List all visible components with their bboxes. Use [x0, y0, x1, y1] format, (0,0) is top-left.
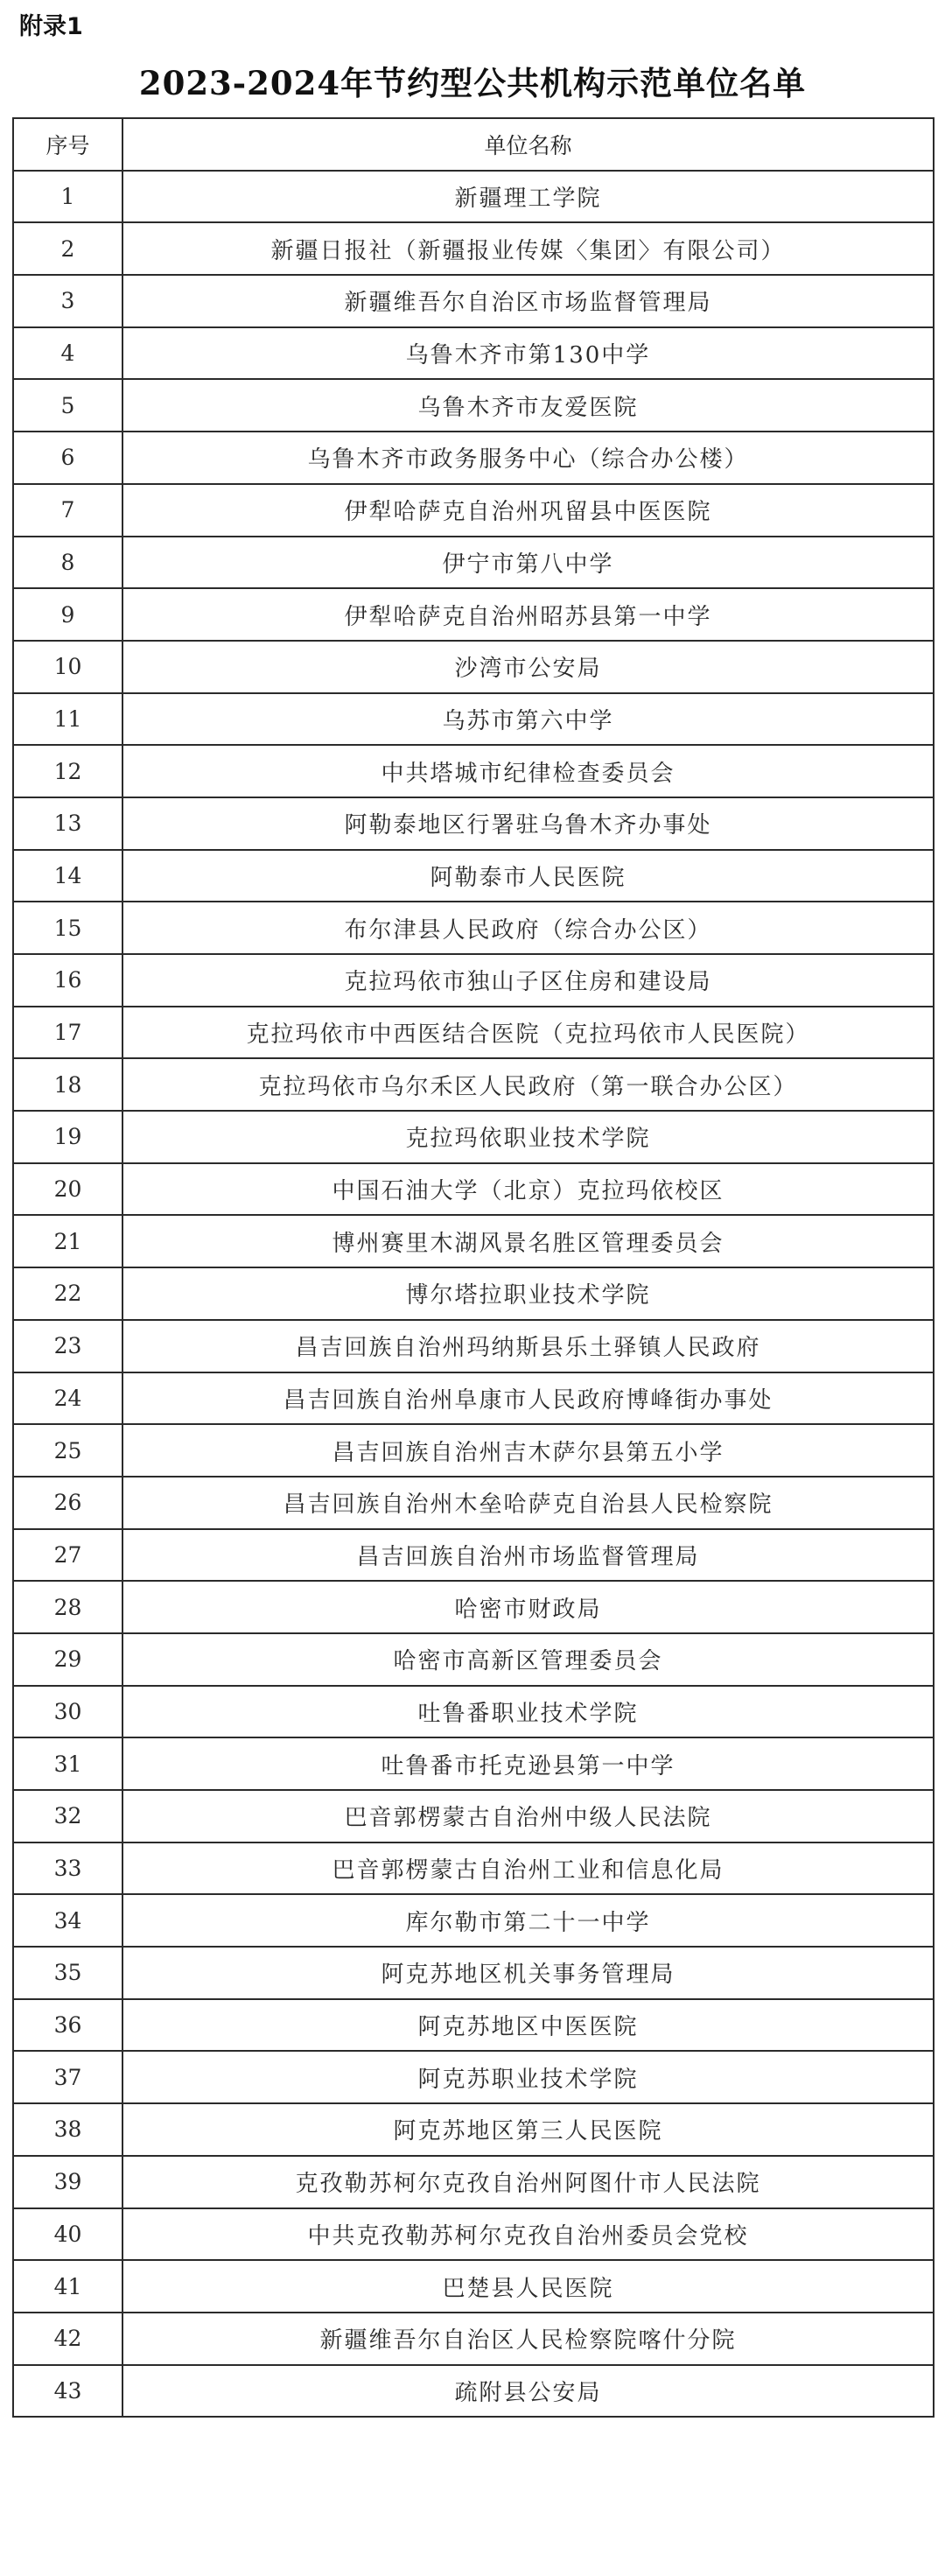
row-number: 38 — [13, 2103, 122, 2156]
unit-name: 新疆维吾尔自治区人民检察院喀什分院 — [122, 2313, 934, 2365]
unit-name: 伊犁哈萨克自治州巩留县中医医院 — [122, 484, 934, 537]
table-row — [13, 2103, 934, 2156]
unit-name: 哈密市财政局 — [122, 1581, 934, 1633]
row-number: 41 — [13, 2260, 122, 2313]
row-number: 18 — [13, 1058, 122, 1111]
table-row — [13, 641, 934, 693]
table-row — [13, 1267, 934, 1320]
table-row — [13, 2156, 934, 2208]
table-row — [13, 1320, 934, 1372]
unit-name: 克拉玛依市中西医结合医院（克拉玛依市人民医院） — [122, 1007, 934, 1059]
unit-name: 新疆维吾尔自治区市场监督管理局 — [122, 275, 934, 327]
unit-name: 阿克苏地区第三人民医院 — [122, 2103, 934, 2156]
appendix-label: 附录1 — [19, 13, 83, 40]
row-number: 7 — [13, 484, 122, 537]
row-number: 1 — [13, 171, 122, 223]
unit-name: 克拉玛依市独山子区住房和建设局 — [122, 954, 934, 1007]
unit-name: 昌吉回族自治州市场监督管理局 — [122, 1529, 934, 1582]
row-number: 22 — [13, 1267, 122, 1320]
table-row — [13, 745, 934, 797]
table-row — [13, 1790, 934, 1843]
column-header-number: 序号 — [13, 118, 122, 171]
row-number: 12 — [13, 745, 122, 797]
row-number: 26 — [13, 1477, 122, 1529]
row-number: 21 — [13, 1215, 122, 1267]
table-body — [13, 171, 934, 2418]
unit-name: 布尔津县人民政府（综合办公区） — [122, 902, 934, 954]
row-number: 25 — [13, 1424, 122, 1477]
row-number: 9 — [13, 588, 122, 641]
unit-name: 沙湾市公安局 — [122, 641, 934, 693]
table-row — [13, 954, 934, 1007]
row-number: 2 — [13, 222, 122, 275]
unit-name: 阿克苏地区机关事务管理局 — [122, 1947, 934, 1999]
table-row — [13, 1737, 934, 1790]
table-row — [13, 850, 934, 902]
table-row — [13, 2365, 934, 2418]
row-number: 6 — [13, 432, 122, 484]
unit-name: 伊犁哈萨克自治州昭苏县第一中学 — [122, 588, 934, 641]
row-number: 23 — [13, 1320, 122, 1372]
unit-name: 中共塔城市纪律检查委员会 — [122, 745, 934, 797]
unit-name: 新疆日报社（新疆报业传媒〈集团〉有限公司） — [122, 222, 934, 275]
row-number: 36 — [13, 1999, 122, 2052]
unit-name: 昌吉回族自治州吉木萨尔县第五小学 — [122, 1424, 934, 1477]
table-row — [13, 1633, 934, 1686]
row-number: 35 — [13, 1947, 122, 1999]
row-number: 29 — [13, 1633, 122, 1686]
unit-name: 新疆理工学院 — [122, 171, 934, 223]
unit-name: 中国石油大学（北京）克拉玛依校区 — [122, 1163, 934, 1216]
row-number: 37 — [13, 2051, 122, 2103]
table-row — [13, 432, 934, 484]
table-row — [13, 1163, 934, 1216]
row-number: 16 — [13, 954, 122, 1007]
table-row — [13, 1581, 934, 1633]
unit-name: 克拉玛依职业技术学院 — [122, 1111, 934, 1163]
table-row — [13, 1947, 934, 1999]
unit-name: 库尔勒市第二十一中学 — [122, 1894, 934, 1947]
row-number: 4 — [13, 327, 122, 380]
unit-name: 乌苏市第六中学 — [122, 693, 934, 746]
unit-name: 吐鲁番职业技术学院 — [122, 1686, 934, 1738]
table-row — [13, 1529, 934, 1582]
table-row — [13, 222, 934, 275]
row-number: 40 — [13, 2208, 122, 2261]
table-row — [13, 275, 934, 327]
unit-name: 哈密市高新区管理委员会 — [122, 1633, 934, 1686]
table-row — [13, 1843, 934, 1895]
unit-name: 乌鲁木齐市第130中学 — [122, 327, 934, 380]
table-row — [13, 693, 934, 746]
table-row — [13, 1215, 934, 1267]
table-row — [13, 1424, 934, 1477]
unit-name: 乌鲁木齐市政务服务中心（综合办公楼） — [122, 432, 934, 484]
row-number: 5 — [13, 379, 122, 432]
row-number: 24 — [13, 1372, 122, 1425]
table-row — [13, 537, 934, 589]
table-row — [13, 1111, 934, 1163]
row-number: 34 — [13, 1894, 122, 1947]
unit-name: 乌鲁木齐市友爱医院 — [122, 379, 934, 432]
unit-name: 博州赛里木湖风景名胜区管理委员会 — [122, 1215, 934, 1267]
table-header-row — [13, 118, 934, 171]
row-number: 13 — [13, 797, 122, 850]
unit-name: 博尔塔拉职业技术学院 — [122, 1267, 934, 1320]
unit-name: 巴楚县人民医院 — [122, 2260, 934, 2313]
table-row — [13, 2208, 934, 2261]
table-row — [13, 379, 934, 432]
row-number: 31 — [13, 1737, 122, 1790]
table-row — [13, 902, 934, 954]
row-number: 32 — [13, 1790, 122, 1843]
row-number: 20 — [13, 1163, 122, 1216]
unit-name: 昌吉回族自治州木垒哈萨克自治县人民检察院 — [122, 1477, 934, 1529]
row-number: 43 — [13, 2365, 122, 2418]
document-title: 2023-2024年节约型公共机构示范单位名单 — [138, 64, 807, 102]
table-row — [13, 1372, 934, 1425]
unit-name: 阿勒泰市人民医院 — [122, 850, 934, 902]
row-number: 14 — [13, 850, 122, 902]
unit-name: 克孜勒苏柯尔克孜自治州阿图什市人民法院 — [122, 2156, 934, 2208]
row-number: 30 — [13, 1686, 122, 1738]
row-number: 3 — [13, 275, 122, 327]
table-row — [13, 588, 934, 641]
table-row — [13, 1007, 934, 1059]
table-row — [13, 1999, 934, 2052]
table-row — [13, 327, 934, 380]
column-header-unit-name: 单位名称 — [122, 118, 934, 171]
unit-name: 昌吉回族自治州玛纳斯县乐土驿镇人民政府 — [122, 1320, 934, 1372]
row-number: 10 — [13, 641, 122, 693]
row-number: 19 — [13, 1111, 122, 1163]
unit-name: 克拉玛依市乌尔禾区人民政府（第一联合办公区） — [122, 1058, 934, 1111]
table-row — [13, 171, 934, 223]
unit-name: 阿勒泰地区行署驻乌鲁木齐办事处 — [122, 797, 934, 850]
unit-name: 昌吉回族自治州阜康市人民政府博峰街办事处 — [122, 1372, 934, 1425]
demonstration-units-table — [12, 117, 934, 2418]
table-row — [13, 2051, 934, 2103]
row-number: 8 — [13, 537, 122, 589]
unit-name: 中共克孜勒苏柯尔克孜自治州委员会党校 — [122, 2208, 934, 2261]
table-row — [13, 1058, 934, 1111]
row-number: 17 — [13, 1007, 122, 1059]
row-number: 27 — [13, 1529, 122, 1582]
row-number: 15 — [13, 902, 122, 954]
table-row — [13, 2260, 934, 2313]
unit-name: 疏附县公安局 — [122, 2365, 934, 2418]
row-number: 28 — [13, 1581, 122, 1633]
unit-name: 阿克苏地区中医医院 — [122, 1999, 934, 2052]
unit-name: 伊宁市第八中学 — [122, 537, 934, 589]
unit-name: 阿克苏职业技术学院 — [122, 2051, 934, 2103]
row-number: 33 — [13, 1843, 122, 1895]
table-row — [13, 1686, 934, 1738]
unit-name: 巴音郭楞蒙古自治州工业和信息化局 — [122, 1843, 934, 1895]
row-number: 11 — [13, 693, 122, 746]
row-number: 39 — [13, 2156, 122, 2208]
table-row — [13, 2313, 934, 2365]
table-row — [13, 797, 934, 850]
table-row — [13, 484, 934, 537]
unit-name: 吐鲁番市托克逊县第一中学 — [122, 1737, 934, 1790]
row-number: 42 — [13, 2313, 122, 2365]
table-row — [13, 1894, 934, 1947]
table-row — [13, 1477, 934, 1529]
unit-name: 巴音郭楞蒙古自治州中级人民法院 — [122, 1790, 934, 1843]
